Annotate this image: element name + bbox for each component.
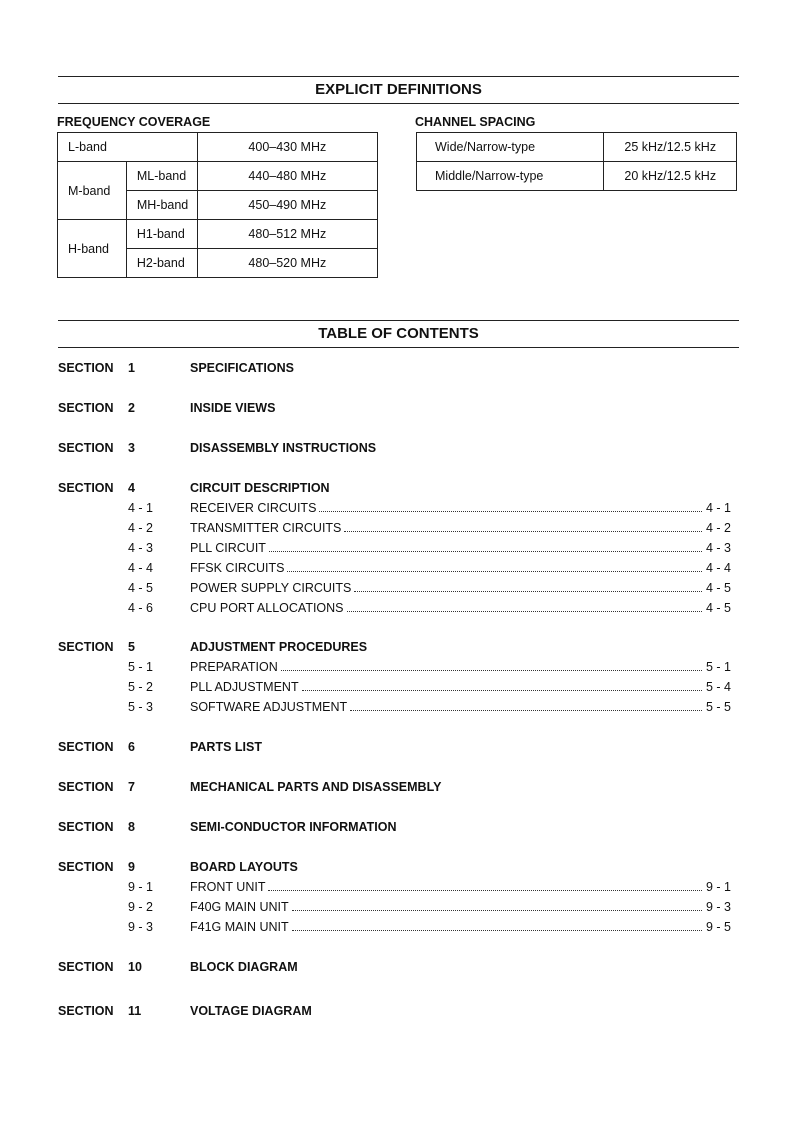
range-cell: 440–480 MHz — [197, 162, 377, 191]
subsection-leader — [190, 900, 731, 914]
page-number: 9 - 5 — [705, 920, 731, 934]
subsection-number: 5 - 3 — [128, 700, 154, 714]
toc-subsection-row — [58, 541, 739, 559]
section-number: 10 — [128, 960, 142, 974]
subband-cell: ML-band — [126, 162, 197, 191]
subsection-title: PREPARATION — [190, 660, 278, 674]
subsection-number: 4 - 1 — [128, 501, 154, 515]
page-number: 4 - 5 — [705, 581, 731, 595]
definitions-heading: EXPLICIT DEFINITIONS — [315, 81, 482, 98]
table-row — [58, 162, 378, 191]
dot-leader — [347, 611, 702, 612]
channel-spacing-label: CHANNEL SPACING — [415, 115, 536, 129]
range-cell: 480–512 MHz — [197, 220, 377, 249]
subsection-leader — [190, 601, 731, 615]
dot-leader — [269, 551, 702, 552]
section-word: SECTION — [58, 960, 114, 974]
subsection-leader — [190, 541, 731, 555]
table-row — [417, 162, 737, 191]
table-row — [58, 133, 378, 162]
section-title: SPECIFICATIONS — [190, 361, 294, 375]
subsection-number: 5 - 2 — [128, 680, 154, 694]
toc-subsection-row — [58, 521, 739, 539]
toc-section-row — [58, 361, 739, 379]
dot-leader — [350, 710, 702, 711]
section-word: SECTION — [58, 860, 114, 874]
subsection-title: PLL ADJUSTMENT — [190, 680, 299, 694]
section-number: 1 — [128, 361, 135, 375]
toc-subsection-row — [58, 920, 739, 938]
subsection-title: SOFTWARE ADJUSTMENT — [190, 700, 348, 714]
section-word: SECTION — [58, 401, 114, 415]
section-number: 8 — [128, 820, 135, 834]
section-title: MECHANICAL PARTS AND DISASSEMBLY — [190, 780, 442, 794]
toc-heading: TABLE OF CONTENTS — [318, 325, 479, 342]
section-word: SECTION — [58, 640, 114, 654]
page-number: 4 - 2 — [705, 521, 731, 535]
spacing-value-cell: 25 kHz/12.5 kHz — [604, 133, 737, 162]
range-cell: 480–520 MHz — [197, 249, 377, 278]
toc-section-row — [58, 740, 739, 758]
toc-section-row — [58, 401, 739, 419]
section-word: SECTION — [58, 820, 114, 834]
page-number: 4 - 4 — [705, 561, 731, 575]
dot-leader — [287, 571, 702, 572]
toc-subsection-row — [58, 581, 739, 599]
section-title: CIRCUIT DESCRIPTION — [190, 481, 330, 495]
dot-leader — [292, 910, 702, 911]
subsection-number: 4 - 2 — [128, 521, 154, 535]
toc-section-row — [58, 820, 739, 838]
toc-subsection-row — [58, 601, 739, 619]
subband-cell: H1-band — [126, 220, 197, 249]
frequency-coverage-table — [57, 132, 378, 278]
section-number: 5 — [128, 640, 135, 654]
subsection-title: POWER SUPPLY CIRCUITS — [190, 581, 352, 595]
band-cell: L-band — [58, 133, 198, 162]
section-number: 11 — [128, 1004, 142, 1018]
section-word: SECTION — [58, 1004, 114, 1018]
section-title: VOLTAGE DIAGRAM — [190, 1004, 312, 1018]
section-title: SEMI-CONDUCTOR INFORMATION — [190, 820, 397, 834]
section-number: 7 — [128, 780, 135, 794]
subsection-title: PLL CIRCUIT — [190, 541, 266, 555]
subsection-title: F40G MAIN UNIT — [190, 900, 289, 914]
subsection-leader — [190, 680, 731, 694]
toc-top-rule — [58, 320, 739, 321]
range-cell: 450–490 MHz — [197, 191, 377, 220]
toc-subsection-row — [58, 900, 739, 918]
dot-leader — [354, 591, 702, 592]
subsection-leader — [190, 521, 731, 535]
toc-section-row — [58, 780, 739, 798]
section-word: SECTION — [58, 361, 114, 375]
section-number: 6 — [128, 740, 135, 754]
subsection-leader — [190, 501, 731, 515]
spacing-type-cell: Middle/Narrow-type — [417, 162, 604, 191]
spacing-type-cell: Wide/Narrow-type — [417, 133, 604, 162]
toc-section-row — [58, 640, 739, 658]
section-title: PARTS LIST — [190, 740, 262, 754]
top-rule — [58, 76, 739, 77]
toc-section-row — [58, 1004, 739, 1022]
section-title: INSIDE VIEWS — [190, 401, 276, 415]
subsection-number: 9 - 3 — [128, 920, 154, 934]
section-word: SECTION — [58, 740, 114, 754]
subsection-title: FRONT UNIT — [190, 880, 266, 894]
page-number: 5 - 1 — [705, 660, 731, 674]
subsection-leader — [190, 880, 731, 894]
section-title: BOARD LAYOUTS — [190, 860, 298, 874]
section-word: SECTION — [58, 481, 114, 495]
section-number: 9 — [128, 860, 135, 874]
table-row — [58, 220, 378, 249]
page-number: 9 - 1 — [705, 880, 731, 894]
band-cell: H-band — [58, 220, 127, 278]
subsection-leader — [190, 561, 731, 575]
toc-section-row — [58, 481, 739, 499]
channel-spacing-table — [416, 132, 737, 191]
subsection-number: 4 - 5 — [128, 581, 154, 595]
toc-subsection-row — [58, 880, 739, 898]
page-number: 4 - 3 — [705, 541, 731, 555]
frequency-coverage-label: FREQUENCY COVERAGE — [57, 115, 211, 129]
page-number: 9 - 3 — [705, 900, 731, 914]
section-title: DISASSEMBLY INSTRUCTIONS — [190, 441, 377, 455]
subsection-number: 4 - 4 — [128, 561, 154, 575]
dot-leader — [319, 511, 702, 512]
subsection-number: 9 - 2 — [128, 900, 154, 914]
subsection-title: TRANSMITTER CIRCUITS — [190, 521, 342, 535]
definitions-rule — [58, 103, 739, 104]
toc-subsection-row — [58, 561, 739, 579]
toc-section-row — [58, 441, 739, 459]
spacing-value-cell: 20 kHz/12.5 kHz — [604, 162, 737, 191]
subsection-title: RECEIVER CIRCUITS — [190, 501, 317, 515]
toc-subsection-row — [58, 680, 739, 698]
subband-cell: MH-band — [126, 191, 197, 220]
subsection-number: 4 - 6 — [128, 601, 154, 615]
subsection-number: 9 - 1 — [128, 880, 154, 894]
dot-leader — [268, 890, 702, 891]
subsection-number: 5 - 1 — [128, 660, 154, 674]
toc-rule — [58, 347, 739, 348]
subsection-title: FFSK CIRCUITS — [190, 561, 285, 575]
subsection-leader — [190, 660, 731, 674]
dot-leader — [292, 930, 702, 931]
range-cell: 400–430 MHz — [197, 133, 377, 162]
subsection-title: F41G MAIN UNIT — [190, 920, 289, 934]
subband-cell: H2-band — [126, 249, 197, 278]
subsection-leader — [190, 581, 731, 595]
subsection-title: CPU PORT ALLOCATIONS — [190, 601, 344, 615]
band-cell: M-band — [58, 162, 127, 220]
section-title: ADJUSTMENT PROCEDURES — [190, 640, 368, 654]
section-word: SECTION — [58, 780, 114, 794]
dot-leader — [281, 670, 702, 671]
dot-leader — [344, 531, 702, 532]
page-number: 4 - 1 — [705, 501, 731, 515]
section-number: 3 — [128, 441, 135, 455]
page-number: 4 - 5 — [705, 601, 731, 615]
section-title: BLOCK DIAGRAM — [190, 960, 298, 974]
subsection-number: 4 - 3 — [128, 541, 154, 555]
toc-section-row — [58, 960, 739, 978]
page-number: 5 - 5 — [705, 700, 731, 714]
toc-section-row — [58, 860, 739, 878]
section-number: 2 — [128, 401, 135, 415]
toc-subsection-row — [58, 700, 739, 718]
page-number: 5 - 4 — [705, 680, 731, 694]
section-number: 4 — [128, 481, 135, 495]
toc-subsection-row — [58, 501, 739, 519]
section-word: SECTION — [58, 441, 114, 455]
table-row — [417, 133, 737, 162]
subsection-leader — [190, 920, 731, 934]
dot-leader — [302, 690, 702, 691]
toc-subsection-row — [58, 660, 739, 678]
subsection-leader — [190, 700, 731, 714]
